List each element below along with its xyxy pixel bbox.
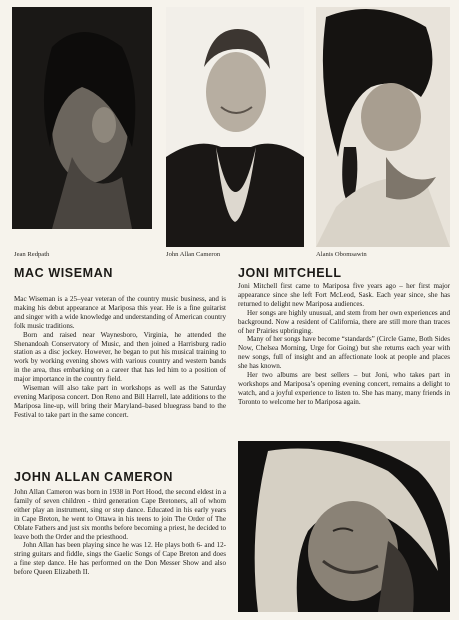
joni-mitchell-paragraph: Joni Mitchell first came to Mariposa five years ago – her first major appearance since she left Fort McLeod, Sask. Each year since, she has returned to delight new Mariposa audiences. [238,282,450,308]
heading-joni-mitchell: JONI MITCHELL [238,266,342,280]
article-joni-mitchell [238,282,450,407]
caption-jean-redpath: Jean Redpath [14,251,50,258]
mac-wiseman-paragraph: Mac Wiseman is a 25–year veteran of the country music business, and is making his debut appearance at Mariposa this year. He is a fine guitarist and singer with a wide knowledge and understanding of American country folk music traditions. [14,295,226,330]
article-mac-wiseman [14,295,226,420]
john-allan-cameron-paragraph: John Allan Cameron was born in 1938 in Port Hood, the second eldest in a family of seven children - third generation Cape Bretoners, all of whom either play an instrument, sing or step dance. Educated in his early years in Cape Breton, he went to Ottawa in his teens to join The Order of The Oblate Fathers and just six months before becoming a priest, he decided to leave both the Order and the priesthood. [14,488,226,541]
joni-mitchell-paragraph: Her two albums are best sellers – but Joni, who takes part in workshops and Mariposa’s opening evening concert, remains a delight to watch, and a joyful experience to listen to. She has many, many friends in Toronto to welcome her to Mariposa again. [238,371,450,406]
heading-john-allan-cameron: JOHN ALLAN CAMERON [14,470,173,484]
photo-john-allan-cameron [166,7,304,247]
caption-alanis-obomsawin: Alanis Obomsawin [316,251,367,258]
photo-alanis-obomsawin [316,7,450,247]
mac-wiseman-paragraph: Wiseman will also take part in workshops as well as the Saturday evening Mariposa concert. Don Reno and Bill Harrell, late additions to the Mariposa line-up, will bring their Maryland–based bluegrass band to the Festival to take part in the same concert. [14,384,226,419]
article-john-allan-cameron [14,488,226,577]
caption-john-allan-cameron: John Allan Cameron [166,251,221,258]
heading-mac-wiseman: MAC WISEMAN [14,266,113,280]
joni-mitchell-paragraph: Her songs are highly unusual, and stem from her own experiences and background. Now a resident of California, there are still more than traces of her Prairies upbringing. [238,308,450,335]
mac-wiseman-paragraph: Born and raised near Waynesboro, Virginia, he attended the Shenandoah Conservatory of Music, and then joined a Harrisburg radio station as a disc jockey. However, he began to put his musical training to work by working evening shows with various country and western bands in the area, thus embarking on a career that has led him to a position of major importance in the country field. [14,330,226,384]
photo-joni-mitchell [238,441,450,612]
photo-jean-redpath [12,7,152,229]
john-allan-cameron-paragraph: John Allan has been playing since he was 12. He plays both 6- and 12-string guitars and fiddle, sings the Gaelic Songs of Cape Breton and does a fine step dance. He has performed on the Don Messer Show and also before Queen Elizabeth II. [14,541,226,577]
joni-mitchell-paragraph: Many of her songs have become “standards” (Circle Game, Both Sides Now, Chelsea Morning, Urge for Going) but she returns each year with new songs, full of insight and an affectionate look at people and places she has known. [238,335,450,371]
